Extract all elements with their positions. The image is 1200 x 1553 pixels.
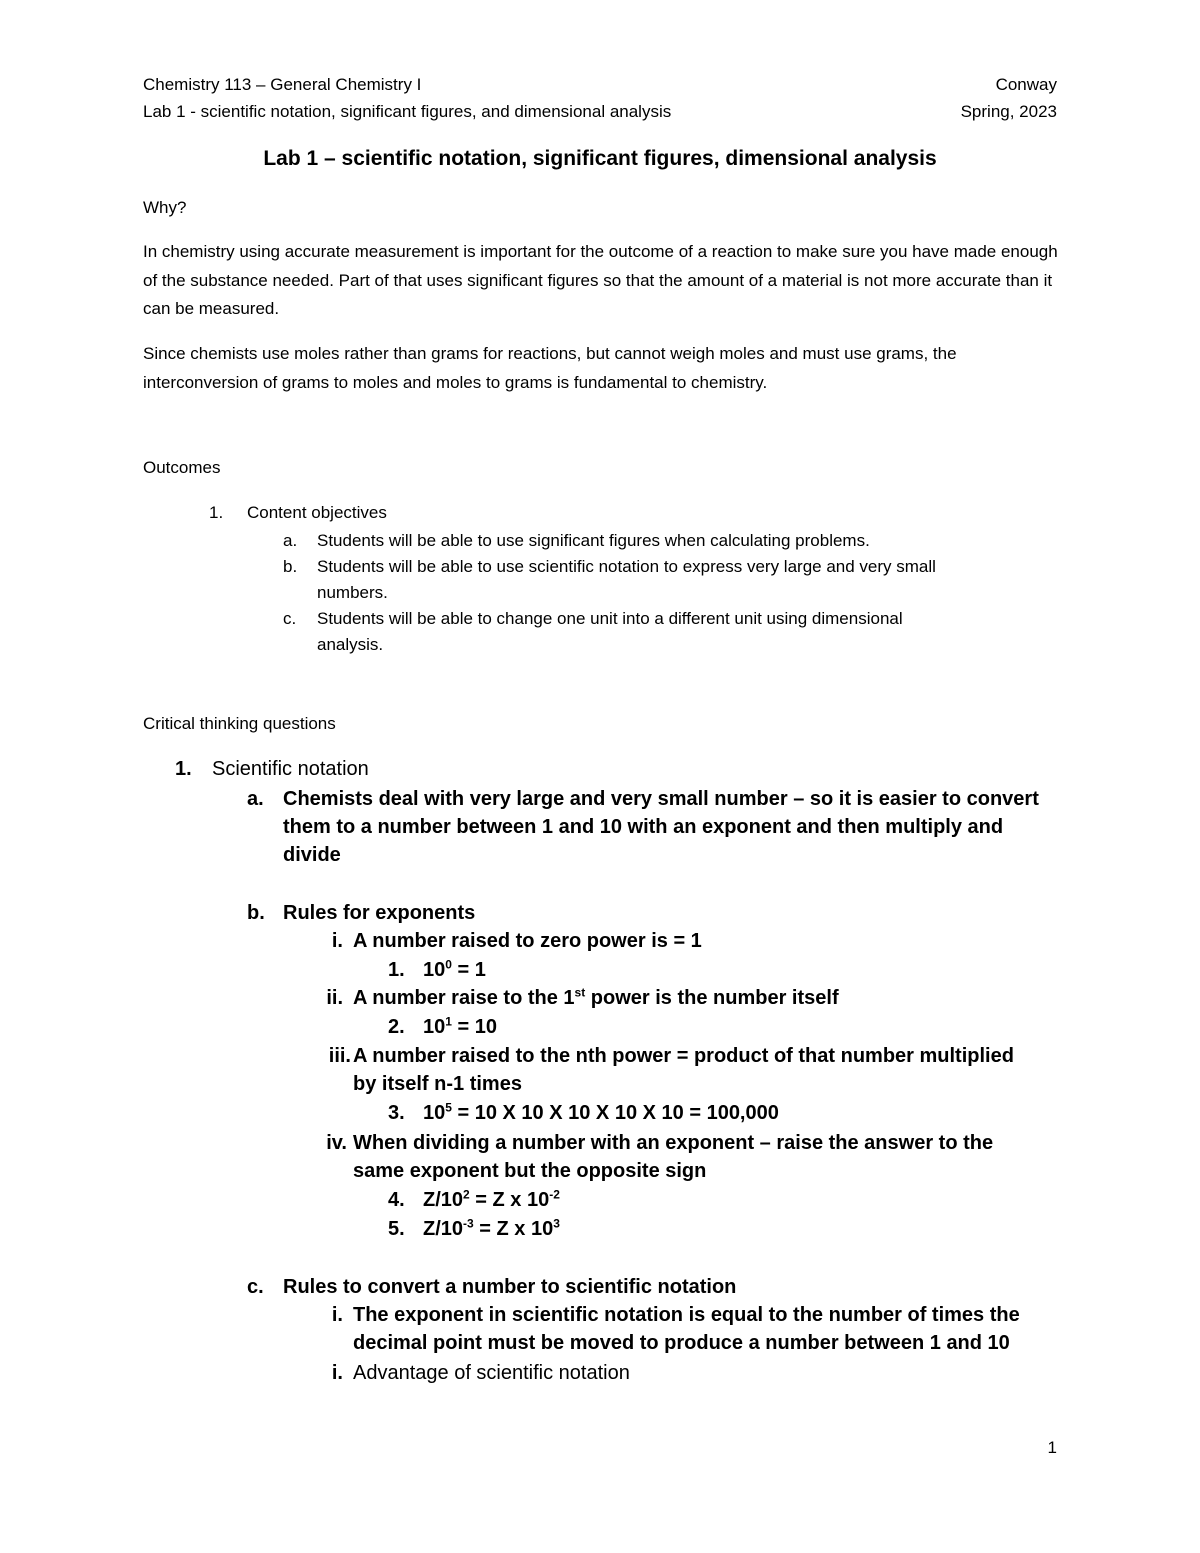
- outcome-item-number: 1.: [209, 503, 224, 522]
- subitem-a-line: divide: [283, 844, 341, 866]
- example-number: 3.: [388, 1102, 405, 1124]
- rule-text: The exponent in scientific notation is equal to the number of times the: [353, 1304, 1020, 1326]
- objective-marker: b.: [283, 557, 298, 576]
- objective-text: Students will be able to use scientific notation to express very large and very small: [317, 557, 936, 576]
- why-heading: Why?: [143, 198, 187, 217]
- example-formula: $Z/10^2 = Z$ x $10^{-2}$: [423, 1187, 560, 1211]
- why-paragraph-2: Since chemists use moles rather than grams for reactions, but cannot weigh moles and must use grams, the interconversion of grams to moles and moles to grams is fundamental to chemistry.: [143, 344, 957, 392]
- outcome-item-label: Content objectives: [247, 503, 387, 522]
- rule-text: A number raised to the nth power = product of that number multiplied: [353, 1045, 1014, 1067]
- example-number: 1.: [388, 959, 405, 981]
- example-formula: $10^5 = 10$ X 10 X 10 X 10 X 10 = 100,000: [423, 1100, 779, 1124]
- document-title: Lab 1 – scientific notation, significant figures, dimensional analysis: [263, 147, 937, 170]
- rule-text: A number raise to the 1st power is the number itself: [353, 985, 839, 1009]
- objective-text: Students will be able to change one unit into a different unit using dimensional: [317, 609, 903, 628]
- objective-text-continued: numbers.: [317, 583, 388, 602]
- objective-text-continued: analysis.: [317, 635, 384, 654]
- rule-marker: ii.: [326, 987, 343, 1009]
- header-lab-line: Lab 1 - scientific notation, significant figures, and dimensional analysis: [143, 102, 672, 121]
- rule-text-continued: same exponent but the opposite sign: [353, 1160, 707, 1182]
- objective-marker: a.: [283, 531, 298, 550]
- why-paragraph-1: In chemistry using accurate measurement is important for the outcome of a reaction to make sure you have made enough of the substance needed. Part of that uses significant figures so that the amount of a material is not more accurate than it can be measured.: [143, 242, 1058, 318]
- example-number: 5.: [388, 1218, 405, 1240]
- header-term: Spring, 2023: [960, 102, 1057, 121]
- example-formula: $Z/10^{-3} = Z$ x $10^3$: [423, 1216, 560, 1240]
- subitem-marker-b: b.: [247, 902, 265, 924]
- rule-text: A number raised to zero power is = 1: [353, 930, 702, 952]
- rule-marker: i.: [331, 1304, 343, 1326]
- rule-text-continued: by itself n-1 times: [353, 1073, 522, 1095]
- example-number: 2.: [388, 1016, 405, 1038]
- rule-marker: iv.: [326, 1132, 347, 1154]
- example-number: 4.: [388, 1189, 405, 1211]
- objective-text: Students will be able to use significant figures when calculating problems.: [317, 531, 870, 550]
- question-number: 1.: [175, 758, 192, 780]
- subitem-marker-c: c.: [247, 1276, 264, 1298]
- subitem-marker-a: a.: [247, 788, 264, 810]
- rule-marker: i.: [331, 930, 343, 952]
- rule-marker: i.: [331, 1362, 343, 1384]
- page-number: 1: [1047, 1438, 1057, 1457]
- outcomes-heading: Outcomes: [143, 458, 221, 477]
- example-formula: $10^0 = 1$: [423, 957, 486, 981]
- rule-text: Advantage of scientific notation: [353, 1362, 630, 1384]
- subitem-a-line: Chemists deal with very large and very small number – so it is easier to convert: [283, 788, 1039, 810]
- question-label: Scientific notation: [212, 758, 369, 780]
- subitem-a-line: them to a number between 1 and 10 with an exponent and then multiply and: [283, 816, 1004, 838]
- rule-text: When dividing a number with an exponent – raise the answer to the: [353, 1132, 994, 1154]
- critical-heading: Critical thinking questions: [143, 714, 336, 733]
- rule-marker: iii.: [328, 1045, 351, 1067]
- objective-marker: c.: [283, 609, 297, 628]
- header-course: Chemistry 113 – General Chemistry I: [143, 75, 422, 94]
- example-formula: $10^1 = 10$: [423, 1014, 497, 1038]
- header-author: Conway: [995, 75, 1057, 94]
- subitem-b-label: Rules for exponents: [283, 902, 476, 924]
- rule-text-continued: decimal point must be moved to produce a number between 1 and 10: [353, 1332, 1010, 1354]
- subitem-c-label: Rules to convert a number to scientific notation: [283, 1276, 737, 1298]
